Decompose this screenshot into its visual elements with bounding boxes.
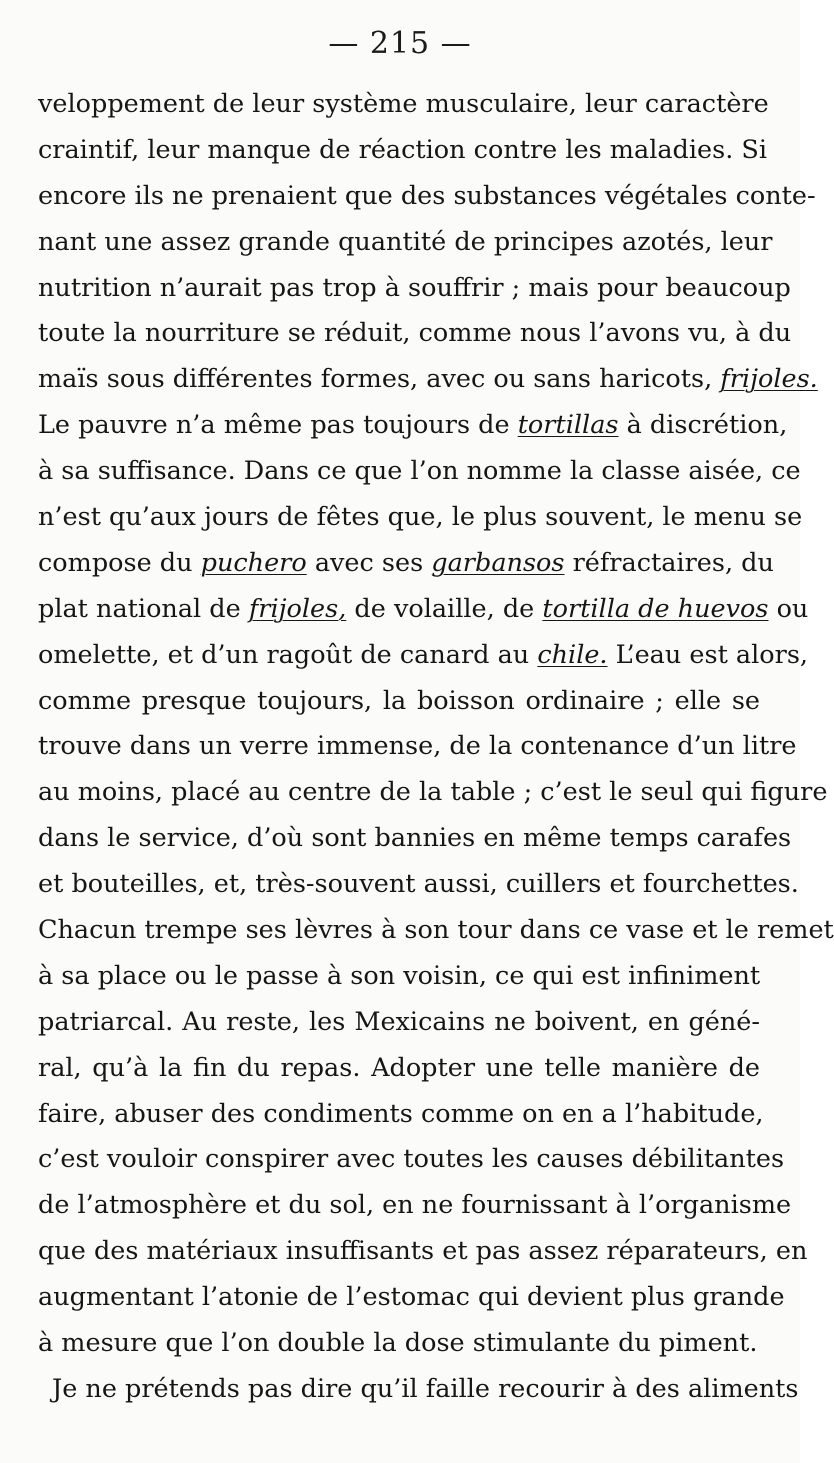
text-line: nant une assez grande quantité de principes azotés, leur	[38, 226, 773, 257]
text-line: que des matériaux insuffisants et pas assez réparateurs, en	[38, 1236, 808, 1267]
text-line: compose du puchero avec ses garbansos réfractaires, du	[38, 547, 774, 578]
body-text	[38, 82, 834, 1413]
text-line: à sa suffisance. Dans ce que l’on nomme la classe aisée, ce	[38, 456, 801, 487]
text-line: Le pauvre n’a même pas toujours de tortillas à discrétion,	[38, 410, 788, 441]
text-line: maïs sous différentes formes, avec ou sans haricots, frijoles.	[38, 364, 818, 395]
text-line: toute la nourriture se réduit, comme nous l’avons vu, à du	[38, 318, 792, 349]
text-line: plat national de frijoles, de volaille, de tortilla de huevos ou	[38, 593, 809, 624]
text-line: n’est qu’aux jours de fêtes que, le plus souvent, le menu se	[38, 502, 803, 533]
text-line: dans le service, d’où sont bannies en même temps carafes	[38, 823, 792, 854]
text-line: faire, abuser des condiments comme on en a l’habitude,	[38, 1098, 764, 1129]
italic-term: garbansos	[431, 547, 565, 578]
text-line: comme presque toujours, la boisson ordinaire ; elle se	[38, 685, 760, 716]
text-line: de l’atmosphère et du sol, en ne fournissant à l’organisme	[38, 1190, 792, 1221]
text-line: veloppement de leur système musculaire, leur caractère	[38, 89, 769, 119]
italic-term: chile.	[537, 639, 608, 670]
text-line: au moins, placé au centre de la table ; c’est le seul qui figure	[38, 777, 828, 808]
text-line: à mesure que l’on double la dose stimulante du piment.	[38, 1328, 758, 1359]
italic-term: tortillas	[517, 410, 619, 441]
italic-term: tortilla de huevos	[542, 593, 769, 624]
text-line: nutrition n’aurait pas trop à souffrir ; mais pour beaucoup	[38, 272, 791, 303]
text-line: craintif, leur manque de réaction contre les maladies. Si	[38, 134, 768, 165]
text-line: trouve dans un verre immense, de la contenance d’un litre	[38, 731, 797, 762]
italic-term: frijoles.	[720, 364, 818, 395]
page-number: — 215 —	[328, 26, 472, 61]
italic-term: frijoles,	[248, 593, 347, 624]
text-line: encore ils ne prenaient que des substances végétales conte-	[38, 180, 816, 211]
text-line: augmentant l’atonie de l’estomac qui devient plus grande	[38, 1282, 785, 1313]
text-line: omelette, et d’un ragoût de canard au chile. L’eau est alors,	[38, 639, 809, 670]
text-line: ral, qu’à la fin du repas. Adopter une telle manière de	[38, 1052, 760, 1083]
text-line: c’est vouloir conspirer avec toutes les causes débilitantes	[38, 1144, 785, 1175]
text-line: Je ne prétends pas dire qu’il faille recourir à des aliments	[52, 1373, 799, 1404]
italic-term: puchero	[200, 547, 307, 578]
text-line: et bouteilles, et, très-souvent aussi, cuillers et fourchettes.	[38, 869, 799, 900]
text-line: Chacun trempe ses lèvres à son tour dans ce vase et le remet	[38, 915, 834, 946]
text-line: à sa place ou le passe à son voisin, ce qui est infiniment	[38, 960, 761, 991]
text-line: patriarcal. Au reste, les Mexicains ne boivent, en géné-	[38, 1006, 760, 1037]
